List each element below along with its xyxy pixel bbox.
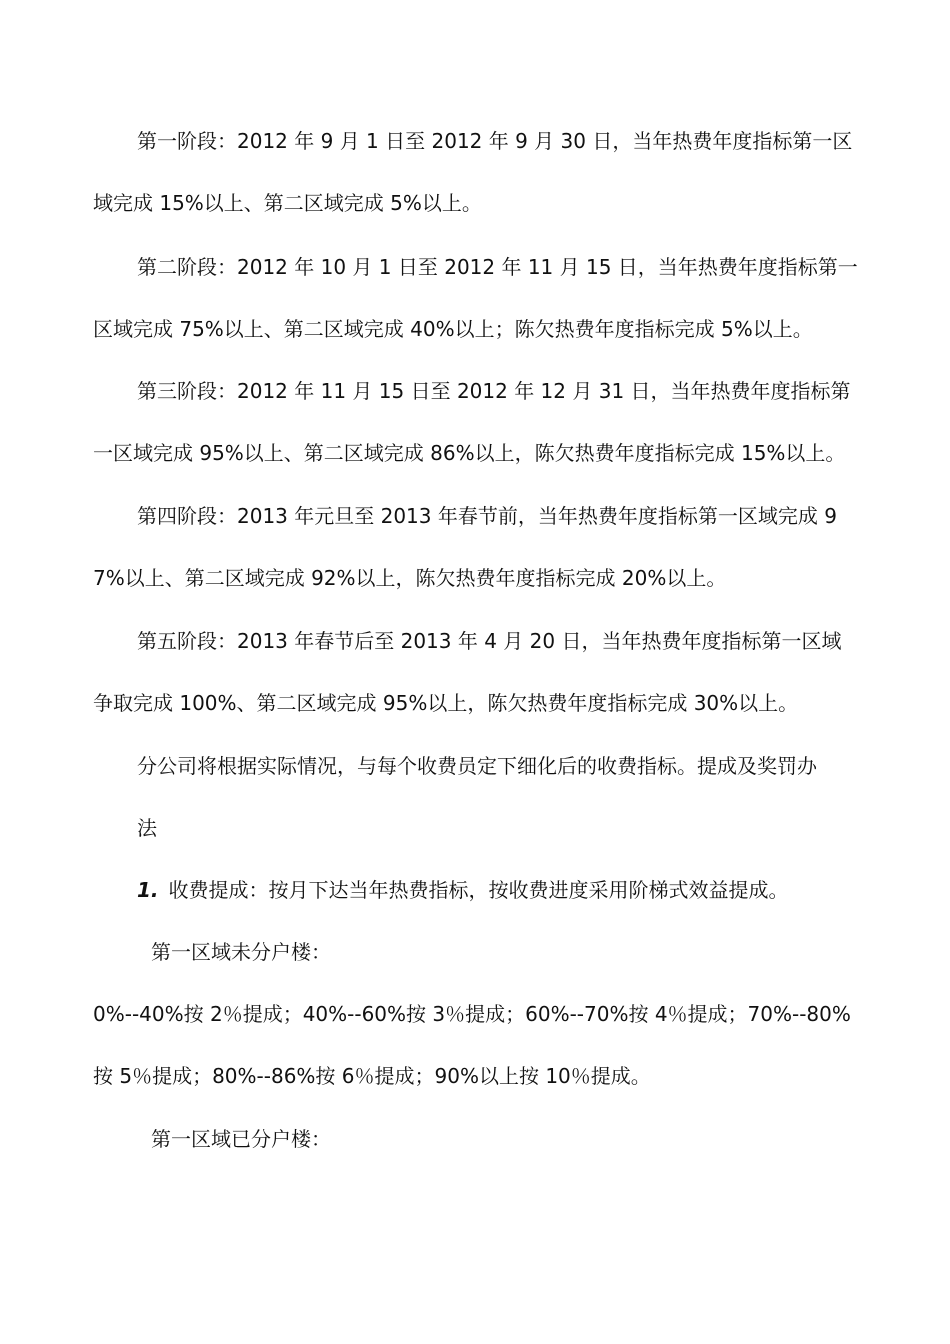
paragraph-stage-5-line-2: 争取完成 100%、第二区域完成 95%以上，陈欠热费年度指标完成 30%以上。	[93, 691, 799, 715]
section-b-heading: 第一区域已分户楼：	[151, 1127, 331, 1151]
paragraph-stage-3-line-1: 第三阶段：2012 年 11 月 15 日至 2012 年 12 月 31 日，当年热费年度指标第	[137, 379, 851, 403]
list-item-1	[137, 876, 917, 904]
list-item-1-text: 收费提成：按月下达当年热费指标，按收费进度采用阶梯式效益提成。	[168, 878, 789, 902]
section-a-line-1: 0%--40%按 2％提成；40%--60%按 3％提成；60%--70%按 4％提成；70%--80%	[93, 1002, 851, 1026]
paragraph-company-line-1: 分公司将根据实际情况，与每个收费员定下细化后的收费指标。提成及奖罚办	[137, 754, 817, 778]
paragraph-stage-4-line-1: 第四阶段：2013 年元旦至 2013 年春节前，当年热费年度指标第一区域完成 9	[137, 504, 837, 528]
list-item-1-number: 1.	[137, 878, 159, 902]
paragraph-stage-4-line-2: 7%以上、第二区域完成 92%以上，陈欠热费年度指标完成 20%以上。	[93, 566, 727, 590]
paragraph-company-line-2: 法	[137, 816, 157, 840]
paragraph-stage-5-line-1: 第五阶段：2013 年春节后至 2013 年 4 月 20 日，当年热费年度指标第一区域	[137, 629, 842, 653]
paragraph-stage-3-line-2: 一区域完成 95%以上、第二区域完成 86%以上，陈欠热费年度指标完成 15%以上。	[93, 441, 846, 465]
section-a-heading: 第一区域未分户楼：	[151, 940, 331, 964]
paragraph-stage-2-line-1: 第二阶段：2012 年 10 月 1 日至 2012 年 11 月 15 日，当年热费年度指标第一	[137, 255, 858, 279]
paragraph-stage-1-line-1: 第一阶段：2012 年 9 月 1 日至 2012 年 9 月 30 日，当年热费年度指标第一区	[137, 129, 853, 153]
section-a-line-2: 按 5％提成；80%--86%按 6％提成；90%以上按 10％提成。	[93, 1064, 651, 1088]
paragraph-stage-1-line-2: 域完成 15%以上、第二区域完成 5%以上。	[93, 191, 482, 215]
paragraph-stage-2-line-2: 区域完成 75%以上、第二区域完成 40%以上；陈欠热费年度指标完成 5%以上。	[93, 317, 813, 341]
